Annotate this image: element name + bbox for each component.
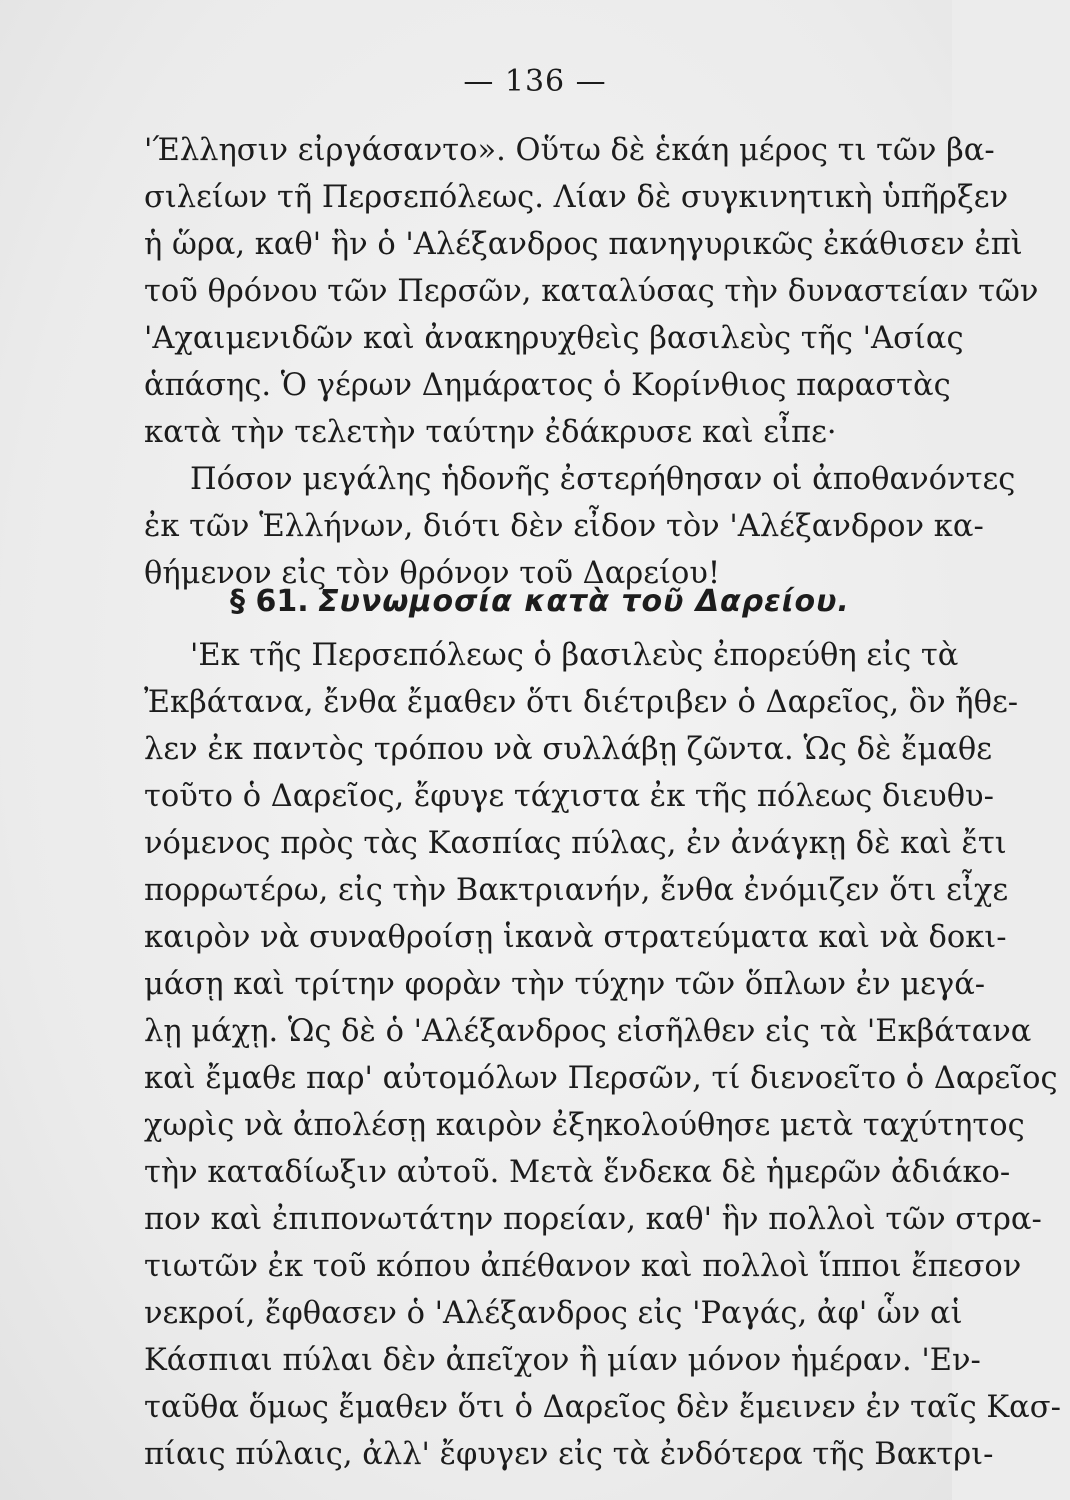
text-line: λῃ μάχῃ. Ὡς δὲ ὁ 'Αλέξανδρος εἰσῆλθεν εἰς τὰ 'Εκβάτανα: [144, 1014, 1032, 1049]
quote-line: θήμενον εἰς τὸν θρόνον τοῦ Δαρείου!: [144, 556, 721, 591]
text-line: λεν ἐκ παντὸς τρόπου νὰ συλλάβῃ ζῶντα. Ὡς δὲ ἔμαθε: [144, 732, 993, 767]
quote-line: ἐκ τῶν Ἑλλήνων, διότι δὲν εἶδον τὸν 'Αλέξανδρον κα-: [144, 509, 984, 544]
text-line: πορρωτέρω, εἰς τὴν Βακτριανήν, ἔνθα ἐνόμιζεν ὅτι εἶχε: [144, 873, 1009, 908]
section-title: Συνωμοσία κατὰ τοῦ Δαρείου.: [318, 584, 850, 619]
text-line: καιρὸν νὰ συναθροίσῃ ἱκανὰ στρατεύματα καὶ νὰ δοκι-: [144, 920, 1007, 955]
text-line: ἡ ὥρα, καθ' ἣν ὁ 'Αλέξανδρος πανηγυρικῶς ἐκάθισεν ἐπὶ: [144, 227, 1023, 262]
text-line: κατὰ τὴν τελετὴν ταύτην ἐδάκρυσε καὶ εἶπε·: [144, 415, 837, 450]
text-line: τοῦ θρόνου τῶν Περσῶν, καταλύσας τὴν δυναστείαν τῶν: [144, 274, 1039, 309]
text-line: Κάσπιαι πύλαι δὲν ἀπεῖχον ἢ μίαν μόνον ἡμέραν. 'Εν-: [144, 1343, 981, 1378]
text-line: Ἐκβάτανα, ἔνθα ἔμαθεν ὅτι διέτριβεν ὁ Δαρεῖος, ὃν ἤθε-: [144, 685, 1019, 720]
text-line: σιλείων τῆ Περσεπόλεως. Λίαν δὲ συγκινητικὴ ὑπῆρξεν: [144, 180, 1009, 215]
text-line: 'Εκ τῆς Περσεπόλεως ὁ βασιλεὺς ἐπορεύθη εἰς τὰ: [190, 638, 959, 673]
text-line: ταῦθα ὅμως ἔμαθεν ὅτι ὁ Δαρεῖος δὲν ἔμεινεν ἐν ταῖς Κασ-: [144, 1390, 1061, 1425]
quote-line: Πόσον μεγάλης ἡδονῆς ἐστερήθησαν οἱ ἀποθανόντες: [190, 462, 1016, 497]
text-line: πίαις πύλαις, ἀλλ' ἔφυγεν εἰς τὰ ἐνδότερα τῆς Βακτρι-: [144, 1437, 994, 1472]
text-line: νόμενος πρὸς τὰς Κασπίας πύλας, ἐν ἀνάγκῃ δὲ καὶ ἔτι: [144, 826, 1007, 861]
text-line: 'Αχαιμενιδῶν καὶ ἀνακηρυχθεὶς βασιλεὺς τῆς 'Ασίας: [144, 321, 964, 356]
page-number: — 136 —: [463, 64, 607, 99]
text-line: χωρὶς νὰ ἀπολέσῃ καιρὸν ἐξηκολούθησε μετὰ ταχύτητος: [144, 1108, 1025, 1143]
text-line: καὶ ἔμαθε παρ' αὐτομόλων Περσῶν, τί διενοεῖτο ὁ Δαρεῖος: [144, 1061, 1058, 1096]
text-line: τὴν καταδίωξιν αὐτοῦ. Μετὰ ἕνδεκα δὲ ἡμερῶν ἀδιάκο-: [144, 1155, 1011, 1190]
text-line: ἁπάσης. Ὁ γέρων Δημάρατος ὁ Κορίνθιος παραστὰς: [144, 368, 951, 403]
text-line: τοῦτο ὁ Δαρεῖος, ἔφυγε τάχιστα ἐκ τῆς πόλεως διευθυ-: [144, 779, 994, 814]
text-line: 'Έλλησιν εἰργάσαντο». Οὕτω δὲ ἑκάη μέρος τι τῶν βα-: [144, 133, 995, 168]
text-line: πον καὶ ἐπιπονωτάτην πορείαν, καθ' ἣν πολλοὶ τῶν στρα-: [144, 1202, 1042, 1237]
section-number: § 61.: [230, 584, 309, 619]
text-line: νεκροί, ἔφθασεν ὁ 'Αλέξανδρος εἰς 'Ραγάς, ἀφ' ὧν αἱ: [144, 1296, 963, 1331]
section-heading: [230, 582, 850, 622]
text-line: μάσῃ καὶ τρίτην φορὰν τὴν τύχην τῶν ὅπλων ἐν μεγά-: [144, 967, 986, 1002]
text-line: τιωτῶν ἐκ τοῦ κόπου ἀπέθανον καὶ πολλοὶ ἵπποι ἔπεσον: [144, 1249, 1022, 1284]
